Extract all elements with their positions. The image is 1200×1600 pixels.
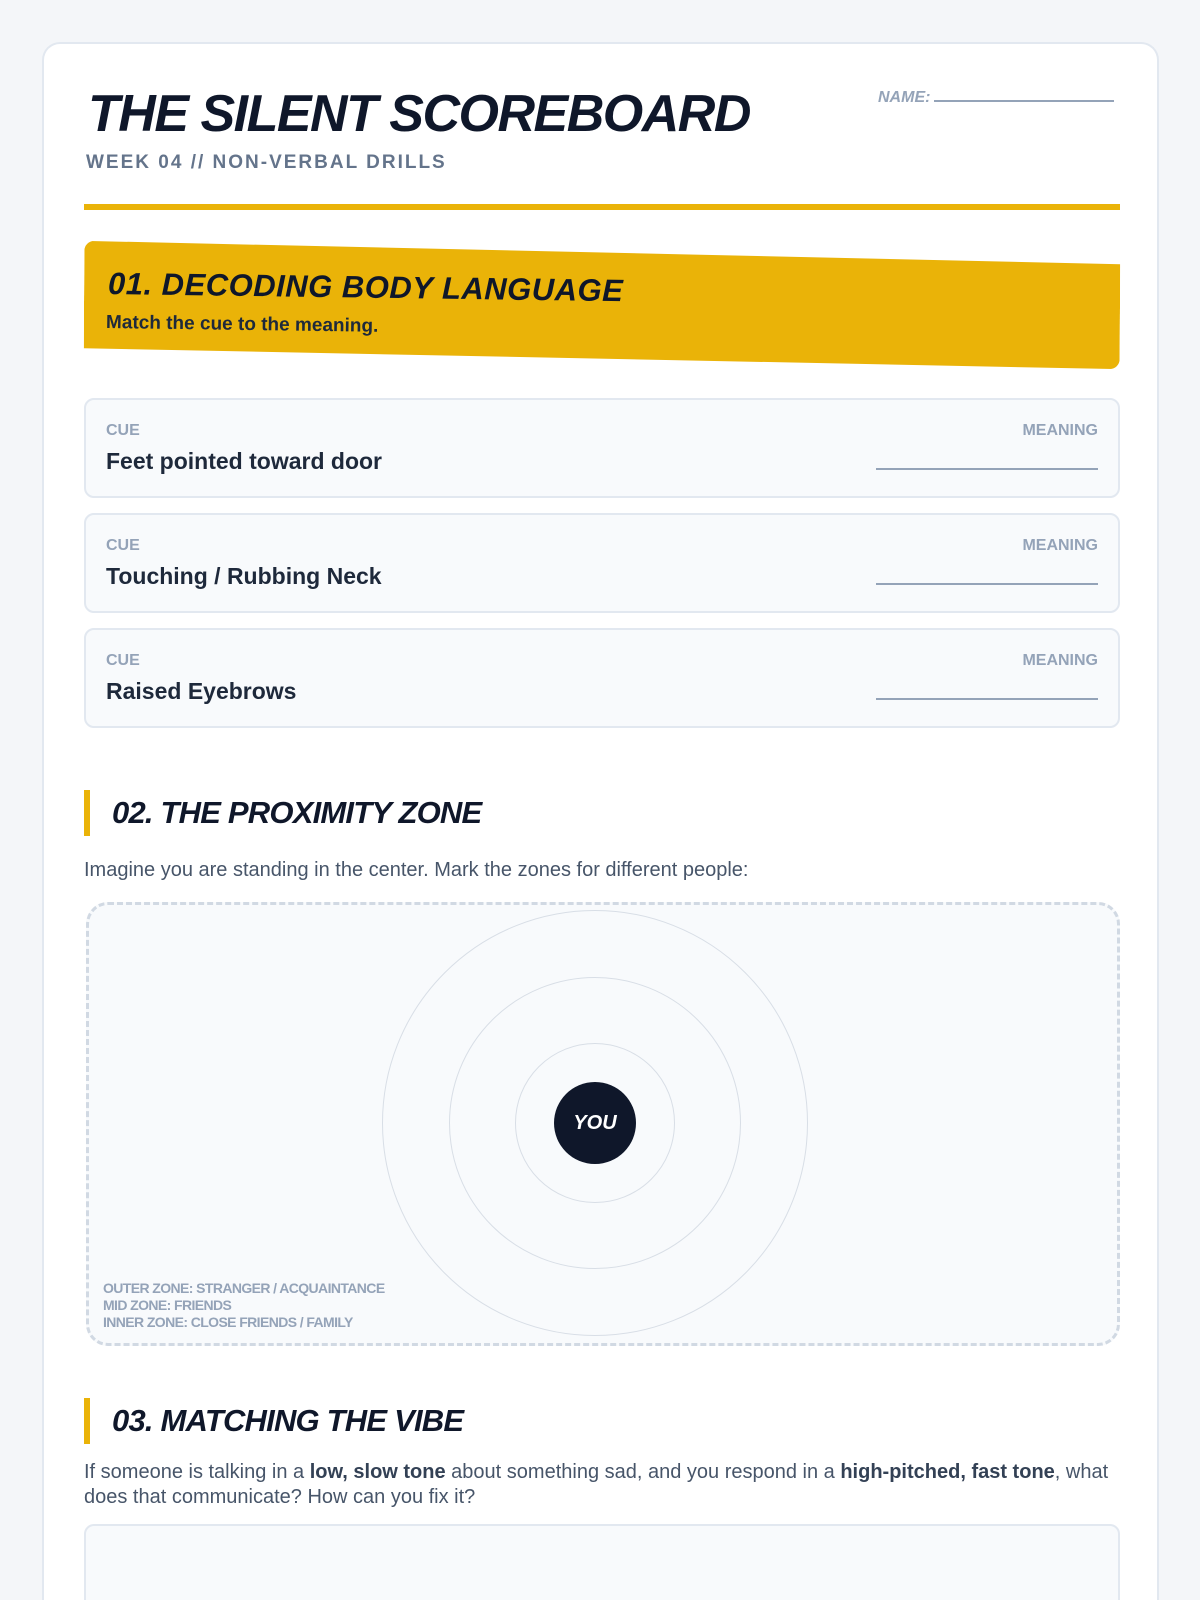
meaning-label: MEANING bbox=[1022, 422, 1098, 439]
section-1-title: 01. DECODING BODY LANGUAGE bbox=[107, 266, 624, 309]
section-2-title: 02. THE PROXIMITY ZONE bbox=[112, 795, 482, 830]
legend-inner-zone: INNER ZONE: CLOSE FRIENDS / FAMILY bbox=[103, 1314, 353, 1330]
cue-text: Feet pointed toward door bbox=[106, 448, 382, 474]
legend-outer-zone: OUTER ZONE: STRANGER / ACQUAINTANCE bbox=[103, 1280, 385, 1296]
cue-text: Raised Eyebrows bbox=[106, 678, 297, 704]
header-divider bbox=[84, 204, 1120, 210]
meaning-label: MEANING bbox=[1022, 652, 1098, 669]
meaning-answer-line[interactable] bbox=[876, 468, 1098, 470]
page-title: THE SILENT SCOREBOARD bbox=[88, 85, 750, 143]
prompt-text: about something sad, and you respond in a bbox=[445, 1461, 841, 1483]
section-3-header bbox=[84, 1398, 463, 1444]
name-input-line[interactable] bbox=[934, 88, 1114, 102]
cue-text: Touching / Rubbing Neck bbox=[106, 563, 382, 589]
section-3-prompt bbox=[84, 1460, 1124, 1510]
proximity-zone-diagram[interactable] bbox=[86, 902, 1120, 1346]
prompt-text: , what does that communicate? How can you fix it? bbox=[84, 1461, 1109, 1508]
cue-card bbox=[84, 628, 1120, 728]
section-1-subtitle: Match the cue to the meaning. bbox=[105, 312, 379, 337]
you-center-marker: YOU bbox=[554, 1082, 636, 1164]
cue-label: CUE bbox=[106, 652, 140, 669]
legend-mid-zone: MID ZONE: FRIENDS bbox=[103, 1297, 232, 1313]
cue-card bbox=[84, 513, 1120, 613]
prompt-text: If someone is talking in a bbox=[84, 1461, 310, 1483]
prompt-emphasis-low-slow: low, slow tone bbox=[309, 1461, 446, 1483]
zone-legend bbox=[103, 1280, 385, 1331]
prompt-emphasis-high-fast: high-pitched, fast tone bbox=[840, 1461, 1055, 1483]
cue-card bbox=[84, 398, 1120, 498]
cue-label: CUE bbox=[106, 537, 140, 554]
meaning-answer-line[interactable] bbox=[876, 583, 1098, 585]
cue-label: CUE bbox=[106, 422, 140, 439]
meaning-label: MEANING bbox=[1022, 537, 1098, 554]
section-2-header bbox=[84, 790, 481, 836]
meaning-answer-line[interactable] bbox=[876, 698, 1098, 700]
worksheet-page bbox=[42, 42, 1159, 1600]
section-3-title: 03. MATCHING THE VIBE bbox=[112, 1403, 464, 1438]
name-label: NAME: bbox=[878, 89, 931, 106]
vibe-answer-box[interactable] bbox=[84, 1524, 1120, 1600]
name-field[interactable] bbox=[878, 88, 1114, 107]
section-2-prompt: Imagine you are standing in the center. Mark the zones for different people: bbox=[84, 859, 749, 881]
page-subtitle: WEEK 04 // NON-VERBAL DRILLS bbox=[86, 152, 447, 173]
